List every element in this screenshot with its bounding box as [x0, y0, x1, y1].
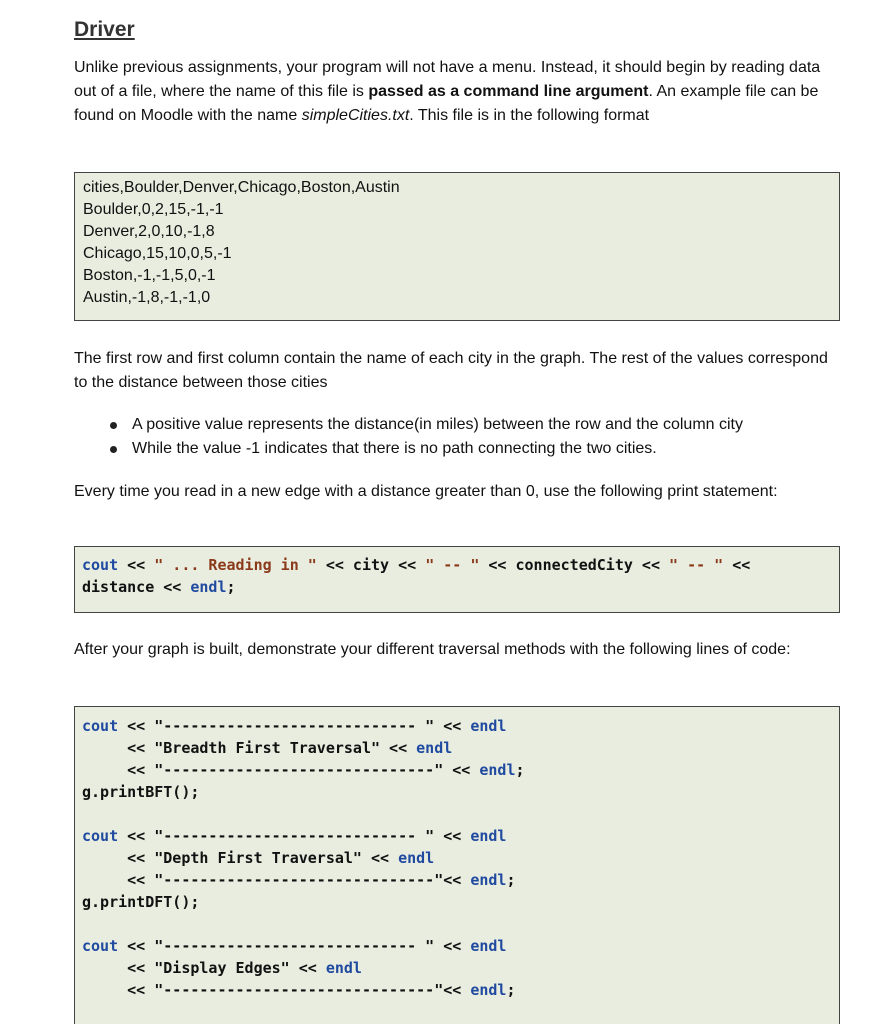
code-line: << "------------------------------" << endl;: [82, 761, 525, 779]
code-line: << "Breadth First Traversal" << endl: [82, 739, 453, 757]
code-line: << "------------------------------"<< endl;: [82, 871, 516, 889]
print-code: [75, 547, 839, 605]
code-line: cout << "---------------------------- " << endl: [82, 937, 507, 955]
csv-line: Austin,-1,8,-1,-1,0: [83, 289, 211, 306]
csv-line: cities,Boulder,Denver,Chicago,Boston,Austin: [83, 179, 400, 196]
csv-content: [75, 173, 839, 313]
every-time-paragraph: Every time you read in a new edge with a distance greater than 0, use the following print statement:: [74, 483, 778, 500]
code-line: distance << endl;: [82, 578, 236, 596]
code-line: cout << " ... Reading in " << city << " -- " << connectedCity << " -- " <<: [82, 556, 751, 574]
section-heading: Driver: [74, 18, 135, 41]
code-line: << "Display Edges" << endl: [82, 959, 362, 977]
csv-example-box: [74, 172, 840, 321]
intro-text-2: . An example file can be found on Moodle with the name: [74, 83, 819, 124]
bullet-icon: [110, 422, 117, 429]
csv-line: Chicago,15,10,0,5,-1: [83, 245, 232, 262]
code-spacer: [82, 913, 832, 935]
code-line: g.printDFT();: [82, 893, 200, 911]
csv-line: Boston,-1,-1,5,0,-1: [83, 267, 216, 284]
csv-line: Denver,2,0,10,-1,8: [83, 223, 215, 240]
intro-paragraph: [74, 56, 844, 128]
code-line: g.printBFT();: [82, 783, 200, 801]
first-row-paragraph: The first row and first column contain the name of each city in the graph. The rest of the values correspond to the distance between those cities: [74, 350, 828, 391]
traversal-code: [75, 707, 839, 1008]
code-line: cout << "---------------------------- " << endl: [82, 827, 507, 845]
print-statement-box: [74, 546, 840, 613]
intro-text-3: . This file is in the following format: [409, 107, 650, 124]
code-line: << "Depth First Traversal" << endl: [82, 849, 435, 867]
after-graph-paragraph: After your graph is built, demonstrate your different traversal methods with the following lines of code:: [74, 641, 791, 658]
bullet-list: [110, 413, 743, 461]
intro-text-1: Unlike previous assignments, your program will not have a menu. Instead, it should begin by reading data out of a file, where the name of this file is: [74, 59, 821, 100]
csv-line: Boulder,0,2,15,-1,-1: [83, 201, 224, 218]
traversal-code-box: [74, 706, 840, 1024]
code-line: cout << "---------------------------- " << endl: [82, 717, 507, 735]
code-line: << "------------------------------"<< endl;: [82, 981, 516, 999]
intro-filename: simpleCities.txt: [301, 107, 410, 124]
list-item: While the value -1 indicates that there is no path connecting the two cities.: [110, 437, 743, 461]
bullet-icon: [110, 446, 117, 453]
intro-bold-text: passed as a command line argument: [368, 83, 649, 100]
list-item: A positive value represents the distance(in miles) between the row and the column city: [110, 413, 743, 437]
code-spacer: [82, 803, 832, 825]
